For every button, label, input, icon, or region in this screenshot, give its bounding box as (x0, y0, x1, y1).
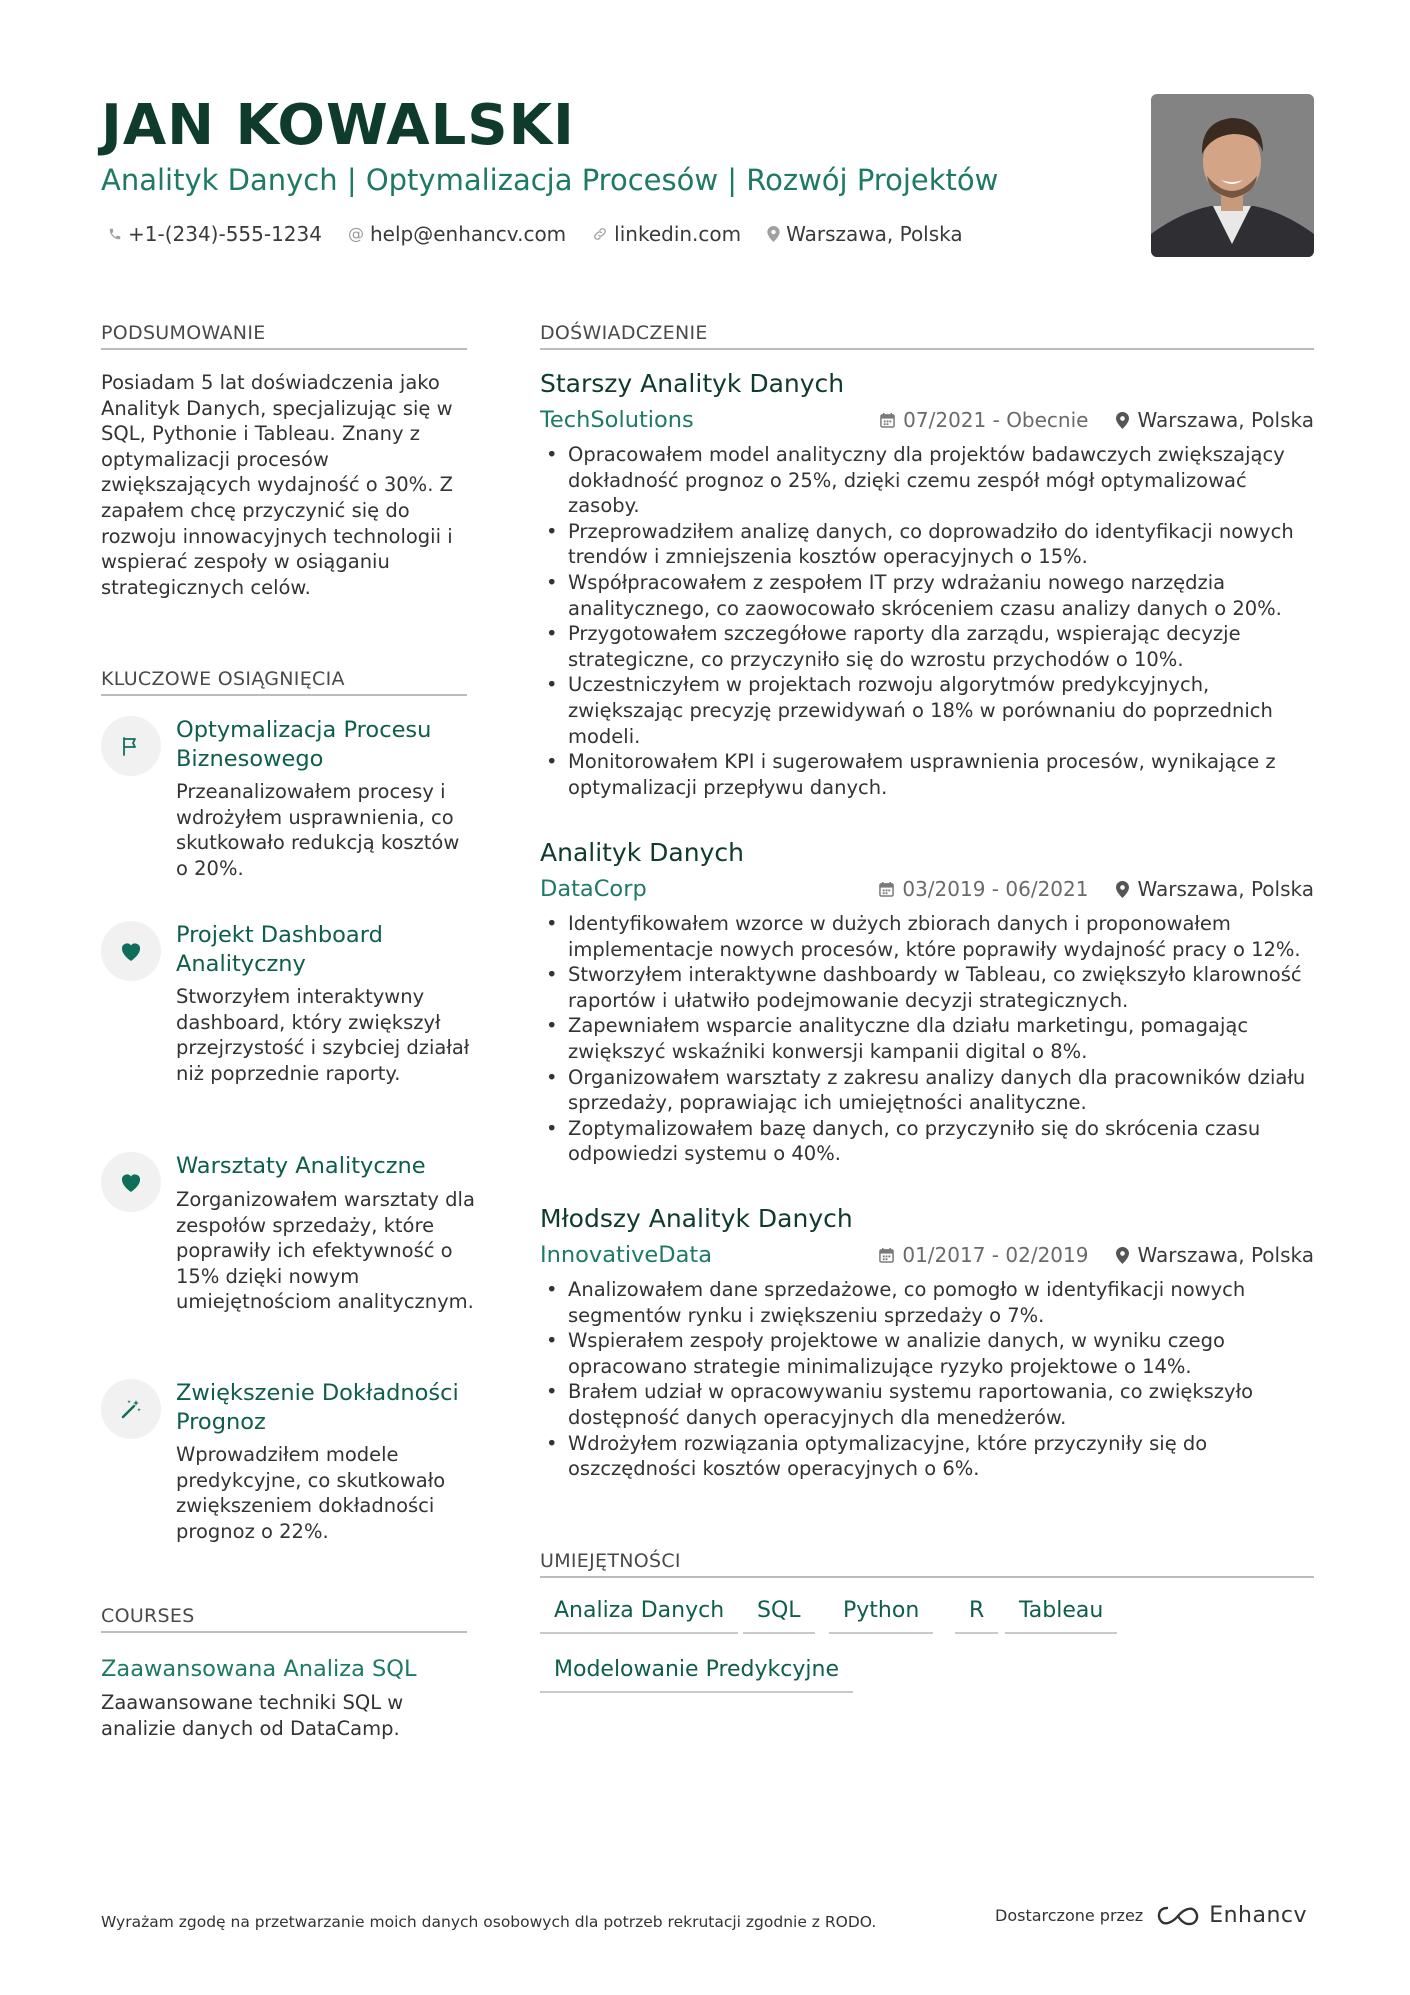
job-bullet: • Przeprowadziłem analizę danych, co doprowadziło do identyfikacji nowych trendów i zmniejszenia kosztów operacyjnych o 15%. (540, 519, 1314, 570)
at-icon: @ (347, 224, 364, 243)
job-bullet: • Organizowałem warsztaty z zakresu analizy danych dla pracowników działu sprzedaży, poprawiając ich umiejętności analityczne. (540, 1065, 1314, 1116)
job-location (1116, 1241, 1314, 1269)
email-text[interactable]: help@enhancv.com (369, 222, 567, 246)
company-name: TechSolutions (540, 407, 694, 433)
phone-icon (108, 227, 122, 241)
skill-tag: Modelowanie Predykcyjne (540, 1655, 853, 1693)
experience-divider (540, 348, 1314, 350)
job-dates-text: 03/2019 - 06/2021 (902, 877, 1089, 901)
calendar-icon (879, 1247, 894, 1263)
contact-location (767, 220, 963, 248)
job-bullets (540, 1277, 1314, 1482)
job-location-text: Warszawa, Polska (1137, 408, 1314, 432)
job-dates (879, 1241, 1088, 1269)
location-pin-icon (1116, 881, 1129, 898)
job-title: Analityk Danych (540, 838, 744, 867)
candidate-name: JAN KOWALSKI (101, 93, 575, 158)
job-dates (879, 875, 1088, 903)
job-bullet: • Wdrożyłem rozwiązania optymalizacyjne, które przyczyniły się do oszczędności kosztów operacyjnych o 6%. (540, 1431, 1314, 1482)
heart-icon (101, 921, 161, 981)
achievement-description: Zorganizowałem warsztaty dla zespołów sprzedaży, które poprawiły ich efektywność o 15% dzięki nowym umiejętnościom analitycznym. (176, 1188, 475, 1314)
candidate-headline: Analityk Danych | Optymalizacja Procesów | Rozwój Projektów (101, 163, 999, 197)
achievement-description: Stworzyłem interaktywny dashboard, który zwiększył przejrzystość i szybciej działał niż poprzednie raporty. (176, 985, 470, 1085)
job-bullet: • Współpracowałem z zespołem IT przy wdrażaniu nowego narzędzia analitycznego, co zaowocowało skróceniem czasu analizy danych o 20%. (540, 570, 1314, 621)
contact-bar (108, 220, 989, 248)
flag-icon (101, 716, 161, 776)
course-description: Zaawansowane techniki SQL w analizie danych od DataCamp. (101, 1691, 404, 1740)
achievement-description: Wprowadziłem modele predykcyjne, co skutkowało zwiększeniem dokładności prognoz o 22%. (176, 1443, 446, 1543)
job-location (1116, 875, 1314, 903)
location-text: Warszawa, Polska (786, 222, 963, 246)
brand-name[interactable]: Enhancv (1209, 1903, 1308, 1928)
job-meta (880, 406, 1314, 434)
achievement-title: Zwiększenie Dokładności Prognoz (176, 1380, 459, 1435)
skill-tag: Analiza Danych (540, 1596, 738, 1634)
profile-photo (1151, 94, 1314, 257)
phone-text[interactable]: +1-(234)-555-1234 (128, 222, 322, 246)
link-icon (592, 226, 608, 242)
location-pin-icon (1116, 1247, 1129, 1264)
skills-section-title: UMIEJĘTNOŚCI (540, 1550, 681, 1572)
location-pin-icon (1116, 412, 1129, 429)
calendar-icon (879, 881, 894, 897)
magic-wand-icon (101, 1379, 161, 1439)
job-dates-text: 07/2021 - Obecnie (903, 408, 1089, 432)
heart-icon (101, 1152, 161, 1212)
job-dates (880, 406, 1088, 434)
job-bullet: • Analizowałem dane sprzedażowe, co pomogło w identyfikacji nowych segmentów rynku i zwiększeniu sprzedaży o 7%. (540, 1277, 1314, 1328)
contact-phone (108, 220, 322, 248)
courses-section-title: COURSES (101, 1605, 195, 1627)
contact-email (348, 220, 566, 248)
skill-tag: R (955, 1596, 998, 1634)
job-bullet: • Stworzyłem interaktywne dashboardy w Tableau, co zwiększyło klarowność raportów i ułatwiło podejmowanie decyzji strategicznych. (540, 962, 1314, 1013)
linkedin-text[interactable]: linkedin.com (614, 222, 742, 246)
achievements-divider (101, 694, 467, 696)
job-bullet: • Identyfikowałem wzorce w dużych zbiorach danych i proponowałem implementacje nowych procesów, które poprawiły wydajność pracy o 12%. (540, 911, 1314, 962)
experience-section-title: DOŚWIADCZENIE (540, 322, 708, 344)
job-bullet: • Monitorowałem KPI i sugerowałem usprawnienia procesów, wynikające z optymalizacji przepływu danych. (540, 749, 1314, 800)
job-title: Starszy Analityk Danych (540, 369, 845, 398)
job-title: Młodszy Analityk Danych (540, 1204, 853, 1233)
job-bullet: • Zoptymalizowałem bazę danych, co przyczyniło się do skrócenia czasu odpowiedzi systemu o 40%. (540, 1116, 1314, 1167)
job-dates-text: 01/2017 - 02/2019 (902, 1243, 1089, 1267)
summary-section-title: PODSUMOWANIE (101, 322, 266, 344)
achievements-section-title: KLUCZOWE OSIĄGNIĘCIA (101, 668, 345, 690)
achievement-title: Projekt Dashboard Analityczny (176, 922, 383, 977)
job-bullets (540, 442, 1314, 800)
gdpr-consent-note: Wyrażam zgodę na przetwarzanie moich danych osobowych dla potrzeb rekrutacji zgodnie z RODO. (101, 1913, 877, 1931)
job-bullet: • Wspierałem zespoły projektowe w analizie danych, w wyniku czego opracowano strategie minimalizujące ryzyko projektowe o 14%. (540, 1328, 1314, 1379)
course-title: Zaawansowana Analiza SQL (101, 1656, 417, 1682)
courses-divider (101, 1631, 467, 1633)
achievement-description: Przeanalizowałem procesy i wdrożyłem usprawnienia, co skutkowało redukcją kosztów o 20%. (176, 780, 460, 880)
job-location (1116, 406, 1314, 434)
job-bullet: • Brałem udział w opracowywaniu systemu raportowania, co zwiększyło dostępność danych operacyjnych dla menedżerów. (540, 1379, 1314, 1430)
skills-divider (540, 1576, 1314, 1578)
job-bullet: • Zapewniałem wsparcie analityczne dla działu marketingu, pomagając zwiększyć wskaźniki konwersji kampanii digital o 8%. (540, 1013, 1314, 1064)
job-bullet: • Uczestniczyłem w projektach rozwoju algorytmów predykcyjnych, zwiększając precyzję przewidywań o 18% w porównaniu do poprzednich modeli. (540, 672, 1314, 749)
contact-linkedin (592, 220, 741, 248)
job-meta (879, 875, 1314, 903)
job-bullets (540, 911, 1314, 1167)
achievement-title: Optymalizacja Procesu Biznesowego (176, 717, 432, 772)
company-name: DataCorp (540, 876, 647, 902)
achievement-title: Warsztaty Analityczne (176, 1153, 426, 1179)
skill-tag: SQL (743, 1596, 815, 1634)
powered-by (995, 1903, 1307, 1928)
powered-by-label: Dostarczone przez (995, 1906, 1144, 1925)
location-pin-icon (767, 226, 780, 242)
calendar-icon (880, 412, 895, 428)
job-location-text: Warszawa, Polska (1137, 877, 1314, 901)
skill-tag: Tableau (1005, 1596, 1117, 1634)
job-location-text: Warszawa, Polska (1137, 1243, 1314, 1267)
company-name: InnovativeData (540, 1242, 712, 1268)
summary-divider (101, 348, 467, 350)
job-bullet: • Przygotowałem szczegółowe raporty dla zarządu, wspierając decyzje strategiczne, co przyczyniło się do wzrostu przychodów o 10%. (540, 621, 1314, 672)
job-bullet: • Opracowałem model analityczny dla projektów badawczych zwiększający dokładność prognoz o 25%, dzięki czemu zespół mógł optymalizować zasoby. (540, 442, 1314, 519)
skill-tag: Python (829, 1596, 933, 1634)
summary-text: Posiadam 5 lat doświadczenia jako Analityk Danych, specjalizując się w SQL, Pythonie i Tableau. Znany z optymalizacji procesów zwiększających wydajność o 30%. Z zapałem chcę przyczynić się do rozwoju innowacyjnych technologii i wspierać zespoły w osiąganiu strategicznych celów. (101, 371, 453, 599)
job-meta (879, 1241, 1314, 1269)
enhancv-logo-icon (1155, 1904, 1201, 1928)
